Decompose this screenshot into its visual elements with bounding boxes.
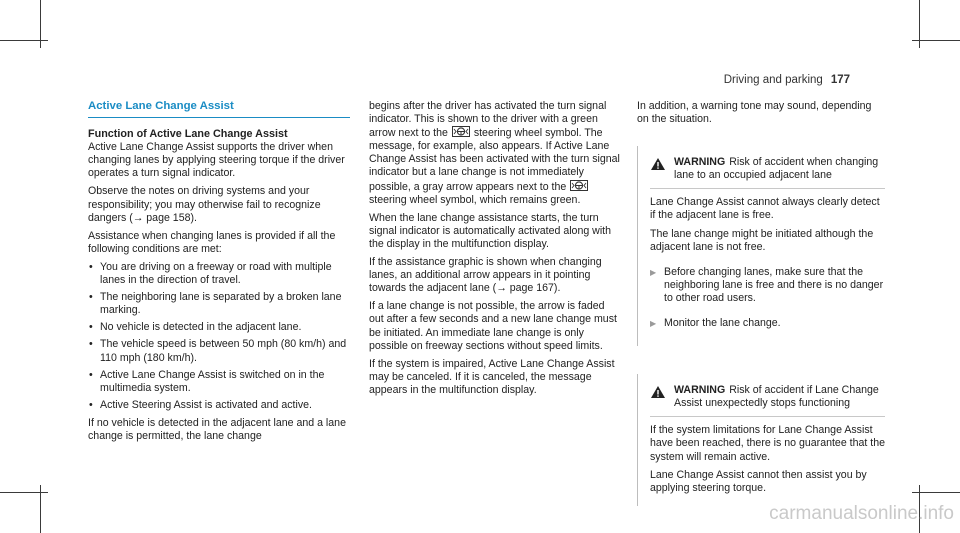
paragraph: Active Lane Change Assist supports the driver when changing lanes by applying steering torque if the driver operates a turn signal indicator.	[88, 141, 345, 180]
paragraph: In addition, a warning tone may sound, depending on the situation.	[637, 100, 872, 126]
paragraph: The lane change might be initiated although the adjacent lane is not free.	[650, 227, 874, 253]
paragraph: Assistance when changing lanes is provided if all the following conditions are met:	[88, 229, 336, 255]
paragraph: Lane Change Assist cannot then assist you by applying steering torque.	[650, 468, 867, 494]
list-item: • Active Lane Change Assist is switched on in the multimedia system.	[100, 369, 350, 395]
crop-mark-bottom-right-h	[912, 492, 960, 493]
column-1	[88, 100, 350, 448]
warning-box-1	[637, 146, 885, 346]
warning-label: WARNING	[674, 384, 726, 397]
section-title: Active Lane Change Assist	[88, 100, 350, 118]
paragraph: When the lane change assistance starts, the turn signal indicator is automatically activated along with the display in the multifunction display.	[369, 211, 612, 250]
sub-title: Function of Active Lane Change Assist	[88, 128, 288, 141]
paragraph: Lane Change Assist cannot always clearly detect if the adjacent lane is free.	[650, 196, 880, 222]
paragraph: If the assistance graphic is shown when changing lanes, an additional arrow appears in it pointing towards the adjacent lane (→ page 167).	[369, 256, 602, 295]
crop-mark-top-left-h	[0, 40, 48, 41]
crop-mark-bottom-left-h	[0, 492, 48, 493]
step-item: ▶ Monitor the lane change.	[650, 317, 885, 330]
paragraph: If the system is impaired, Active Lane Change Assist may be canceled. If it is canceled, the message appears in the multifunction display.	[369, 357, 615, 396]
paragraph: If no vehicle is detected in the adjacent lane and a lane change is permitted, the lane change	[88, 416, 346, 442]
warning-title: Risk of accident if Lane Change Assist unexpectedly stops functioning	[674, 384, 879, 410]
list-item: • No vehicle is detected in the adjacent lane.	[100, 321, 350, 334]
warning-header	[650, 374, 885, 417]
warning-title: Risk of accident when changing lane to an occupied adjacent lane	[674, 156, 879, 182]
warning-header	[650, 146, 885, 189]
text-run: steering wheel symbol, which remains green.	[369, 193, 581, 206]
warning-heading-text	[674, 384, 879, 410]
paragraph: If a lane change is not possible, the arrow is faded out after a few seconds and a new lane change must be initiated. An immediate lane change is only possible on freeway sections without speed limits.	[369, 300, 617, 352]
steering-wheel-icon	[570, 180, 588, 191]
list-item: • The vehicle speed is between 50 mph (80 km/h) and 110 mph (180 km/h).	[100, 338, 350, 364]
list-item: • Active Steering Assist is activated and active.	[100, 399, 350, 412]
step-item: ▶ Before changing lanes, make sure that the neighboring lane is free and there is no danger to other road users.	[650, 266, 885, 305]
column-3	[637, 100, 885, 506]
paragraph: Observe the notes on driving systems and your responsibility; you may otherwise fail to recognize dangers (→ page 158).	[88, 185, 321, 224]
steering-wheel-icon	[452, 126, 470, 137]
paragraph: If the system limitations for Lane Change Assist have been reached, there is no guarantee that the system will remain active.	[650, 424, 886, 463]
column-2	[369, 100, 621, 402]
warning-triangle-icon	[650, 157, 666, 171]
page-header	[724, 74, 850, 86]
crop-mark-top-right-h	[912, 40, 960, 41]
warning-heading-text	[674, 156, 879, 182]
warning-box-2	[637, 374, 885, 506]
list-item: • You are driving on a freeway or road with multiple lanes in the direction of travel.	[100, 261, 350, 287]
warning-triangle-icon	[650, 385, 666, 399]
watermark: carmanualsonline.info	[769, 503, 954, 524]
conditions-list	[88, 261, 350, 412]
paragraph	[369, 100, 621, 207]
page-number: 177	[830, 74, 850, 86]
header-section: Driving and parking	[723, 74, 823, 86]
warning-label: WARNING	[674, 156, 726, 169]
text-run: begins after the driver has activated the turn signal indicator. This is shown to the driver with a green arrow next to the	[369, 100, 607, 140]
list-item: • The neighboring lane is separated by a broken lane marking.	[100, 291, 350, 317]
text-run: steering wheel symbol. The message, for example, also appears. If Active Lane Change Assist has been activated with the turn signal indicator but a lane change is not immediately possible, a gray arrow appears next to the	[369, 127, 620, 193]
